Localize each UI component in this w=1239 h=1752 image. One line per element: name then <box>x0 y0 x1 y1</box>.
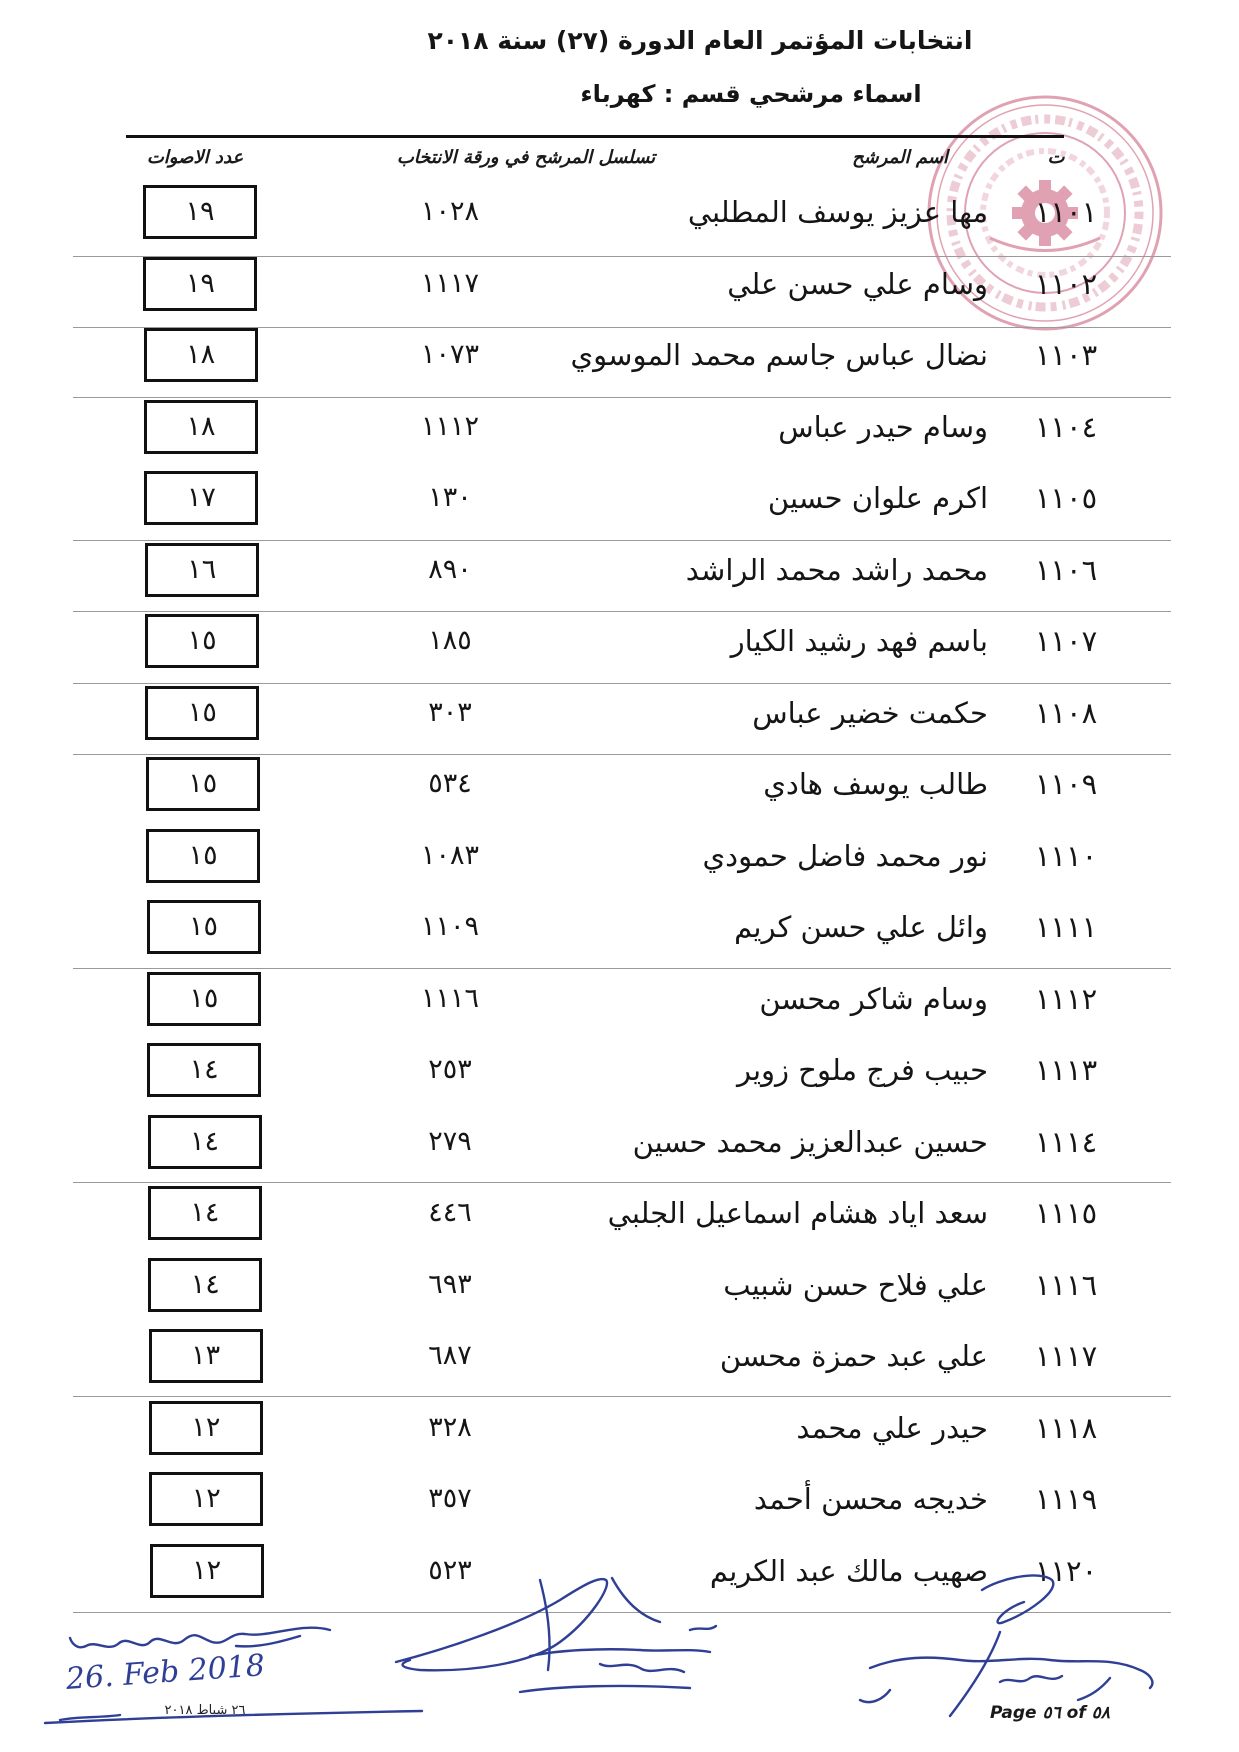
candidate-name: باسم فهد رشيد الكيار <box>730 624 988 658</box>
ballot-sequence: ٥٣٤ <box>428 768 472 799</box>
row-separator <box>73 754 1171 755</box>
printed-date: ٢٦ شباط ٢٠١٨ <box>164 1703 246 1718</box>
candidate-name: حسين عبدالعزيز محمد حسين <box>632 1124 988 1159</box>
row-separator <box>73 683 1171 684</box>
ballot-sequence: ٦٩٣ <box>428 1268 472 1300</box>
candidate-name: محمد راشد محمد الراشد <box>685 552 988 587</box>
candidate-number: ١١٠١ <box>1034 195 1098 229</box>
candidate-number: ١١٠٥ <box>1034 481 1098 515</box>
candidate-row <box>0 1329 1239 1383</box>
signature-right <box>982 1575 1053 1623</box>
vote-count-box: ١٨ <box>144 400 258 454</box>
vote-count-box: ١٢ <box>149 1472 263 1526</box>
candidate-number: ١١١٧ <box>1034 1339 1098 1373</box>
candidate-name: حبيب فرج ملوح زوير <box>736 1053 988 1087</box>
ballot-sequence: ٨٩٠ <box>428 553 472 585</box>
vote-count-box: ١٥ <box>146 829 260 883</box>
vote-count-box: ١٣ <box>149 1329 263 1383</box>
candidate-row <box>0 1258 1239 1312</box>
candidate-name: نضال عباس جاسم محمد الموسوي <box>570 338 988 372</box>
candidate-row <box>0 972 1239 1026</box>
candidate-row <box>0 900 1239 954</box>
candidate-name: طالب يوسف هادي <box>763 767 988 801</box>
ballot-sequence: ١١١٦ <box>420 982 479 1014</box>
candidate-name: وسام شاكر محسن <box>759 981 988 1016</box>
candidate-number: ١١٠٣ <box>1034 338 1098 372</box>
row-separator <box>73 397 1171 398</box>
ballot-sequence: ١٠٢٨ <box>420 196 479 227</box>
column-header-ballot-sequence: تسلسل المرشح في ورقة الانتخاب <box>396 147 656 168</box>
vote-count-box: ١٨ <box>144 328 258 382</box>
candidate-number: ١١١٢ <box>1034 981 1098 1016</box>
candidate-name: نور محمد فاضل حمودي <box>702 838 988 873</box>
vote-count-box: ١٥ <box>145 614 259 668</box>
candidate-row <box>0 543 1239 597</box>
candidate-row <box>0 614 1239 668</box>
page-number: Page ٥٦ of ٥٨ <box>990 1703 1110 1723</box>
document-title: انتخابات المؤتمر العام الدورة (٢٧) سنة ٢٠١٨ <box>427 26 973 55</box>
candidate-number: ١١٠٧ <box>1034 624 1098 658</box>
candidate-number: ١١٢٠ <box>1034 1553 1098 1588</box>
column-header-index: ت <box>1047 147 1065 168</box>
candidate-name: صهيب مالك عبد الكريم <box>709 1553 988 1588</box>
vote-count-box: ١٥ <box>147 900 261 954</box>
candidate-number: ١١١٥ <box>1034 1196 1098 1230</box>
candidate-number: ١١٠٨ <box>1034 695 1098 730</box>
vote-count-box: ١٢ <box>149 1401 263 1455</box>
ballot-sequence: ١١١٢ <box>420 410 479 442</box>
column-header-votes: عدد الاصوات <box>146 147 244 168</box>
candidate-name: خديجه محسن أحمد <box>753 1482 988 1516</box>
candidate-number: ١١٠٢ <box>1034 266 1098 301</box>
candidate-name: اكرم علوان حسين <box>767 481 988 515</box>
candidate-number: ١١١٩ <box>1034 1482 1098 1516</box>
vote-count-box: ١٢ <box>150 1544 264 1598</box>
candidate-row <box>0 686 1239 740</box>
row-separator <box>73 968 1171 969</box>
ballot-sequence: ٥٢٣ <box>428 1554 472 1586</box>
vote-count-box: ١٧ <box>144 471 258 525</box>
candidate-name: علي عبد حمزة محسن <box>719 1339 988 1373</box>
ballot-sequence: ١٨٥ <box>428 625 472 656</box>
candidate-row <box>0 1115 1239 1169</box>
candidate-row <box>0 1043 1239 1097</box>
candidate-row <box>0 757 1239 811</box>
candidate-number: ١١١٤ <box>1034 1124 1098 1159</box>
candidate-name: وسام حيدر عباس <box>778 409 988 444</box>
ballot-sequence: ٣٠٣ <box>428 696 472 728</box>
vote-count-box: ١٤ <box>148 1186 262 1240</box>
candidate-number: ١١١٨ <box>1034 1410 1098 1445</box>
vote-count-box: ١٥ <box>147 972 261 1026</box>
ballot-sequence: ٣٢٨ <box>428 1411 472 1443</box>
vote-count-box: ١٦ <box>145 543 259 597</box>
vote-count-box: ١٤ <box>148 1115 262 1169</box>
row-separator <box>73 611 1171 612</box>
ballot-sequence: ١٠٧٣ <box>420 339 479 370</box>
candidate-row <box>0 1186 1239 1240</box>
candidate-row <box>0 1401 1239 1455</box>
candidate-number: ١١٠٤ <box>1034 409 1098 444</box>
candidate-row <box>0 471 1239 525</box>
ballot-sequence: ٢٧٩ <box>428 1125 472 1157</box>
ballot-sequence: ٤٤٦ <box>428 1197 472 1228</box>
candidate-row <box>0 185 1239 239</box>
candidate-number: ١١٠٩ <box>1034 767 1098 801</box>
candidate-number: ١١٠٦ <box>1034 552 1098 587</box>
candidate-name: سعد اياد هشام اسماعيل الجلبي <box>607 1196 988 1230</box>
candidate-name: وسام علي حسن علي <box>727 266 988 301</box>
candidate-number: ١١١٠ <box>1034 838 1098 873</box>
ballot-sequence: ٣٥٧ <box>428 1483 472 1514</box>
document-subtitle: اسماء مرشحي قسم : كهرباء <box>580 80 922 108</box>
candidate-row <box>0 1472 1239 1526</box>
candidate-number: ١١١٦ <box>1034 1267 1098 1302</box>
candidate-row <box>0 257 1239 311</box>
candidate-number: ١١١١ <box>1034 910 1098 944</box>
vote-count-box: ١٩ <box>143 257 257 311</box>
row-separator <box>73 1396 1171 1397</box>
candidate-name: حكمت خضير عباس <box>752 695 988 730</box>
candidate-row <box>0 829 1239 883</box>
signature-middle <box>396 1579 607 1670</box>
column-header-name: اسم المرشح <box>852 147 948 168</box>
vote-count-box: ١٥ <box>145 686 259 740</box>
candidate-name: حيدر علي محمد <box>796 1410 988 1445</box>
ballot-sequence: ٦٨٧ <box>428 1340 472 1371</box>
row-separator <box>73 540 1171 541</box>
ballot-sequence: ١٠٨٣ <box>420 839 479 871</box>
vote-count-box: ١٤ <box>148 1258 262 1312</box>
vote-count-box: ١٩ <box>143 185 257 239</box>
ballot-sequence: ١٣٠ <box>428 482 472 513</box>
ballot-sequence: ١١١٧ <box>420 267 479 299</box>
row-separator <box>73 1182 1171 1183</box>
vote-count-box: ١٤ <box>147 1043 261 1097</box>
candidate-name: مها عزيز يوسف المطلبي <box>687 195 988 229</box>
candidate-row <box>0 328 1239 382</box>
candidate-row <box>0 400 1239 454</box>
candidate-number: ١١١٣ <box>1034 1053 1098 1087</box>
handwritten-date: 26. Feb 2018 <box>64 1648 267 1697</box>
ballot-sequence: ١١٠٩ <box>420 911 479 942</box>
vote-count-box: ١٥ <box>146 757 260 811</box>
candidate-name: وائل علي حسن كريم <box>734 910 988 944</box>
ballot-sequence: ٢٥٣ <box>428 1054 472 1085</box>
candidate-name: علي فلاح حسن شبيب <box>723 1267 988 1302</box>
